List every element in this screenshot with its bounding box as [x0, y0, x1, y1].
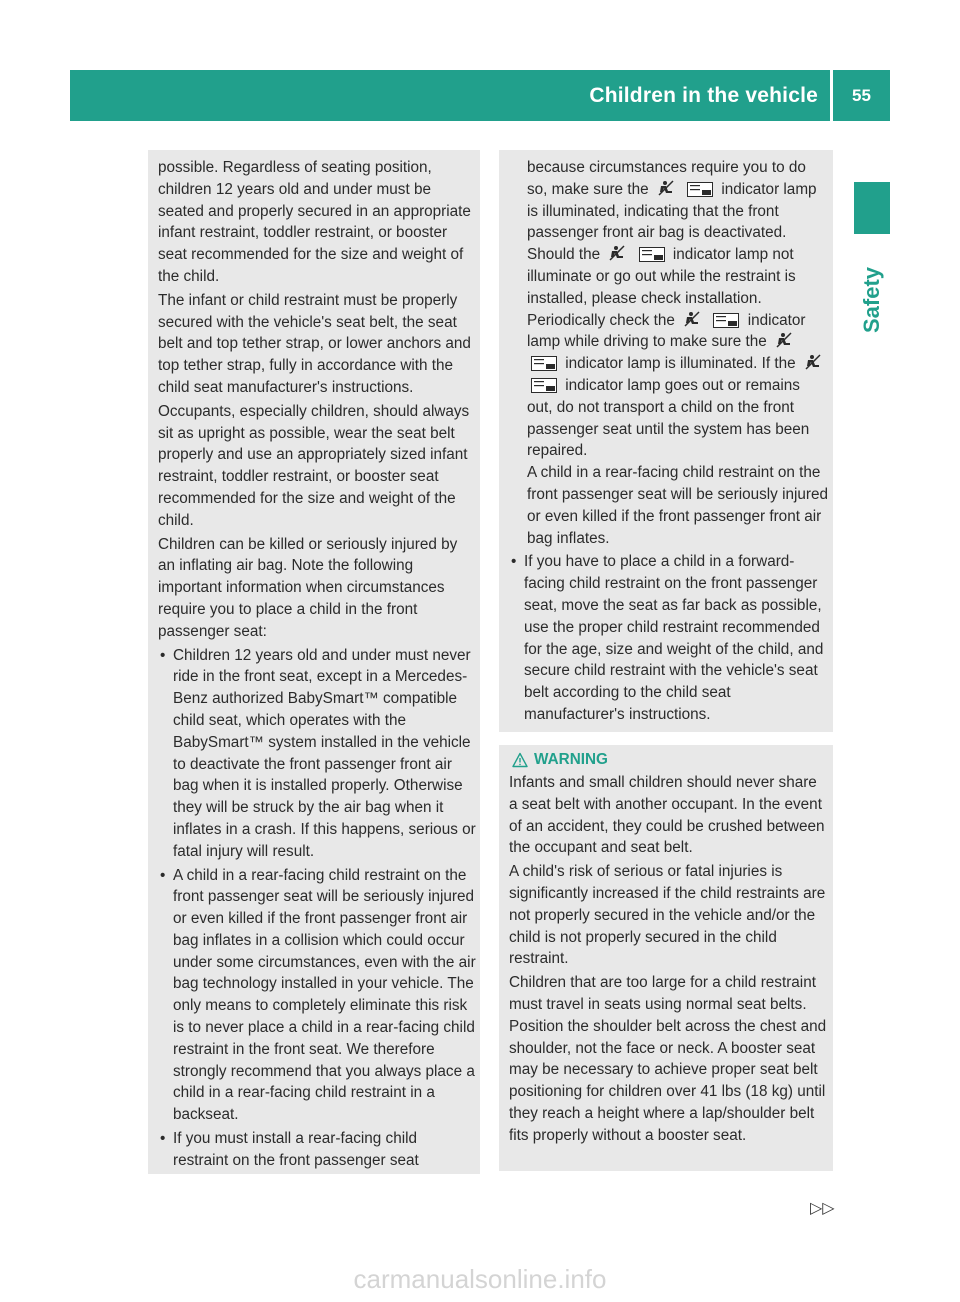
airbag-off-icon	[804, 354, 822, 371]
paragraph: Occupants, especially children, should always sit as upright as possible, wear the seat belt properly and use an appropriately sized infant restraint, toddler restraint, or booster seat recommended for the size and weight of the child.	[158, 402, 470, 529]
list-item: • If you must install a rear-facing child restraint on the front passenger seat	[158, 1128, 476, 1172]
warning-box	[509, 748, 829, 1149]
paragraph: Children can be killed or seriously injured by an inflating air bag. Note the following important information when circumstances require you to place a child in the front passenger seat:	[158, 535, 458, 640]
airbag-off-icon	[775, 332, 793, 349]
text-run: indicator lamp is illuminated. If the	[565, 355, 796, 373]
text-run: indicator lamp not illuminate or go out while the restraint is installed, please check installation. Periodically check the	[527, 246, 796, 329]
section-label: Safety	[859, 266, 884, 334]
pass-air-bag-off-icon	[639, 247, 665, 262]
list-item: • Children 12 years old and under must never ride in the front seat, except in a Mercedes-Benz authorized BabySmart™ compatible child seat, which operates with the BabySmart™ system installed in the vehicle to deactivate the front passenger front air bag when it is installed properly. Otherwise they will be struck by the air bag when it inflates in a crash. If this happens, serious or fatal injury will result.	[158, 645, 476, 863]
continue-marker: ▷▷	[810, 1200, 835, 1217]
text-run: indicator lamp while driving to make sure the	[527, 311, 806, 351]
warning-triangle-icon	[512, 752, 528, 768]
left-column	[158, 157, 476, 1174]
paragraph: The infant or child restraint must be properly secured with the vehicle's seat belt, the seat belt and top tether strap, or lower anchors and top tether strap, fully in accordance with the child seat manufacturer's instructions.	[158, 291, 471, 396]
warning-header	[509, 748, 829, 772]
pass-air-bag-off-icon	[713, 313, 739, 328]
paragraph: Infants and small children should never share a seat belt with another occupant. In the event of an accident, they could be crushed between the occupant and seat belt.	[509, 774, 825, 857]
page-number: 55	[852, 86, 871, 105]
paragraph: Children that are too large for a child restraint must travel in seats using normal seat belts. Position the shoulder belt across the chest and shoulder, not the face or neck. A booster seat may be necessary to achieve proper seat belt positioning for children over 41 lbs (18 kg) until they reach a height where a lap/shoulder belt fits properly without a booster seat.	[509, 974, 827, 1144]
text-run: indicator lamp is illuminated, indicating that the front passenger front air bag is deactivated. Should the	[527, 180, 817, 264]
pass-air-bag-off-icon	[687, 182, 713, 197]
paragraph: A child's risk of serious or fatal injuries is significantly increased if the child restraints are not properly secured in the vehicle and/or the child is not properly secured in the child restraint.	[509, 863, 826, 968]
right-column	[509, 157, 829, 728]
pass-air-bag-off-icon	[531, 356, 557, 371]
list-item: • If you have to place a child in a forward-facing child restraint on the front passenger seat, move the seat as far back as possible, use the proper child restraint recommended for the age, size and weight of the child, and secure child restraint with the vehicle's seat belt according to the child seat manufacturer's instructions.	[509, 551, 829, 725]
list-item: • A child in a rear-facing child restraint on the front passenger seat will be seriously injured or even killed if the front passenger front air bag inflates in a collision which could occur under some circumstances, even with the air bag technology installed in your vehicle. The only means to completely eliminate this risk is to never place a child in a rear-facing child restraint in the front seat. We therefore strongly recommend that you always place a child in a rear-facing child restraint in a backseat.	[158, 865, 476, 1127]
pass-air-bag-off-icon	[531, 378, 557, 393]
page-title: Children in the vehicle	[589, 84, 818, 107]
text-run: because circumstances require you to do so, make sure the	[527, 159, 806, 198]
watermark: carmanualsonline.info	[353, 1264, 607, 1294]
continued-paragraph	[509, 157, 829, 462]
section-tab	[854, 182, 890, 234]
paragraph: A child in a rear-facing child restraint on the front passenger seat will be seriously injured or even killed if the front passenger front air bag inflates.	[527, 464, 828, 547]
airbag-off-icon	[657, 180, 675, 197]
warning-label: WARNING	[534, 751, 608, 768]
paragraph: possible. Regardless of seating position, children 12 years old and under must be seated and properly secured in an appropriate infant restraint, toddler restraint, or booster seat recommended for the size and weight of the child.	[158, 159, 471, 285]
airbag-off-icon	[608, 245, 626, 262]
text-run: indicator lamp goes out or remains out, do not transport a child on the front passenger seat until the system has been repaired.	[527, 376, 810, 460]
airbag-off-icon	[683, 311, 701, 328]
